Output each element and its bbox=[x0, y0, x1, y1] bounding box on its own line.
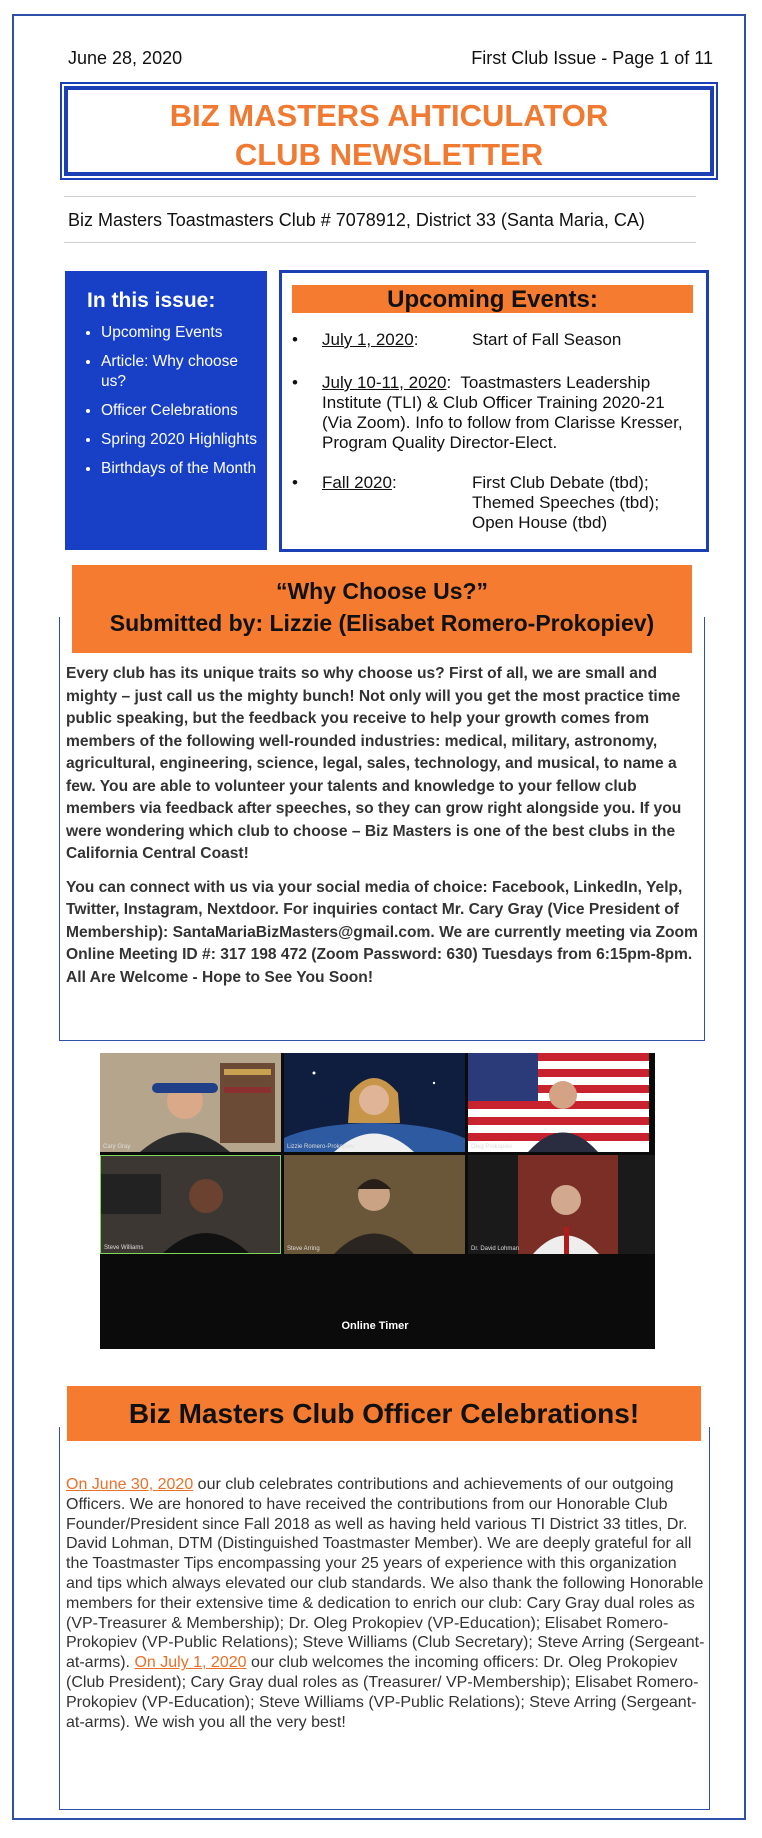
participant-name: Steve Williams bbox=[104, 1245, 144, 1251]
officer-celebrations-title: Biz Masters Club Officer Celebrations! bbox=[67, 1386, 701, 1441]
participant-name: Oleg Prokopiev bbox=[471, 1144, 513, 1150]
issue-page-info: First Club Issue - Page 1 of 11 bbox=[471, 48, 713, 68]
event-date: July 10-11, 2020 bbox=[322, 373, 447, 392]
video-tile bbox=[100, 1155, 281, 1254]
article-paragraph: You can connect with us via your social media of choice: Facebook, LinkedIn, Yelp, Twitter, Instagram, Nextdoor. For inquiries contact Mr. Cary Gray (Vice President of Membership): SantaMariaBizMasters@gmail.com. We are currently meeting via Zoom Online Meeting ID #: 317 198 472 (Zoom Password: 630) Tuesdays from 6:15pm-8pm. All Are Welcome - Hope to See You Soon! bbox=[66, 878, 698, 986]
person-image bbox=[101, 1156, 281, 1254]
article-paragraph: Every club has its unique traits so why choose us? First of all, we are small and mighty – just call us the mighty bunch! Not only will you get the most practice time public speaking, but the feedback you receive to help your growth comes from members of the following well-rounded industries: medical, military, astronomy, agricultural, engineering, science, legal, sales, technology, and musical, to name a few. You are able to volunteer your talents and knowledge to your fellow club members via feedback after speeches, so they can grow right alongside you. If you were wondering which club to choose – Biz Masters is one of the best clubs in the California Central Coast! bbox=[66, 665, 682, 862]
event-date: July 1, 2020 bbox=[322, 330, 414, 349]
table-of-contents bbox=[65, 271, 267, 550]
video-tile bbox=[100, 1053, 281, 1152]
toc-item[interactable]: • Article: Why choose us? bbox=[101, 352, 257, 392]
club-info: Biz Masters Toastmasters Club # 7078912, District 33 (Santa Maria, CA) bbox=[68, 210, 645, 230]
video-tile bbox=[284, 1053, 465, 1152]
bullet-icon: • bbox=[292, 373, 298, 392]
date-link[interactable]: On July 1, 2020 bbox=[134, 1654, 247, 1672]
officer-text: our club welcomes the incoming officers: Dr. Oleg Prokopiev (Club President); Cary Gray dual roles as (Treasurer/ VP-Membership); Elisabet Romero-Prokopiev (VP-Education); Steve Williams (VP-Public Relations); Steve Arring (Sergeant-at-arms). We wish you all the very best! bbox=[66, 1654, 699, 1731]
events-title: Upcoming Events: bbox=[292, 285, 693, 313]
zoom-meeting-screenshot bbox=[100, 1053, 655, 1349]
participant-name: Dr. David Lohman bbox=[471, 1246, 520, 1252]
event-description: Toastmasters Leadership Institute (TLI) & Club Officer Training 2020-21 (Via Zoom). Info to follow from Clarisse Kresser, Program Quality Director-Elect. bbox=[322, 373, 683, 452]
person-image bbox=[100, 1053, 281, 1152]
toc-item[interactable]: • Spring 2020 Highlights bbox=[101, 430, 257, 450]
video-tile bbox=[468, 1155, 655, 1254]
toc-list bbox=[87, 323, 257, 479]
article-byline: Submitted by: Lizzie (Elisabet Romero-Prokopiev) bbox=[109, 610, 655, 636]
toc-item[interactable]: • Upcoming Events bbox=[101, 323, 257, 343]
issue-date: June 28, 2020 bbox=[68, 48, 183, 68]
divider bbox=[64, 242, 696, 243]
person-image bbox=[284, 1155, 465, 1254]
video-tile bbox=[284, 1155, 465, 1254]
upcoming-events-box: Upcoming Events: • July 1, 2020: Start of Fall Season • July 10-11, 2020: Toastmasters Leadership Institute (TLI) & Club Officer Training 2020-21 (Via Zoom). Info to follow from Clarisse Kresser, Program Quality Director-Elect. • Fall 2020: First Club Debate (tbd); Themed Speeches (tbd); Open House (tbd) bbox=[279, 270, 709, 552]
event-description: First Club Debate (tbd); Themed Speeches (tbd); Open House (tbd) bbox=[472, 473, 660, 532]
online-timer-label: Online Timer bbox=[341, 1320, 409, 1332]
participant-name: Cary Gray bbox=[103, 1144, 131, 1150]
article-body bbox=[66, 663, 700, 1000]
person-image bbox=[284, 1053, 465, 1152]
event-date: Fall 2020 bbox=[322, 473, 392, 492]
bullet-icon: • bbox=[292, 473, 298, 492]
video-tile bbox=[468, 1053, 649, 1152]
event-description: Start of Fall Season bbox=[472, 330, 622, 349]
article-header bbox=[72, 565, 692, 653]
masthead-title-line2: CLUB NEWSLETTER bbox=[234, 137, 544, 172]
toc-item[interactable]: • Officer Celebrations bbox=[101, 401, 257, 421]
participant-name: Lizzie Romero-Prokopiev bbox=[287, 1144, 355, 1150]
participant-name: Steve Arring bbox=[287, 1246, 320, 1252]
divider bbox=[64, 196, 696, 197]
date-link[interactable]: On June 30, 2020 bbox=[66, 1476, 194, 1493]
bullet-icon: • bbox=[292, 330, 298, 349]
person-image bbox=[468, 1053, 649, 1152]
officer-celebrations-body bbox=[66, 1475, 706, 1732]
article-title: “Why Choose Us?” bbox=[275, 578, 489, 604]
newsletter-masthead bbox=[64, 86, 714, 176]
person-image bbox=[468, 1155, 655, 1254]
toc-heading: In this issue: bbox=[87, 289, 216, 312]
masthead-title-line1: BIZ MASTERS AHTICULATOR bbox=[169, 98, 609, 133]
officer-text: our club celebrates contributions and achievements of our outgoing Officers. We are honored to have received the contributions from our Honorable Club Founder/President since Fall 2018 as well as having held various TI District 33 titles, Dr. David Lohman, DTM (Distinguished Toastmaster Member). We are deeply grateful for all the Toastmaster Tips encompassing your 25 years of experience with this organization and tips which always elevated our club standards. We also thank the following Honorable members for their extensive time & dedication to enrich our club: Cary Gray dual roles as (VP-Treasurer & Membership); Dr. Oleg Prokopiev (VP-Education); Elisabet Romero-Prokopiev (VP-Public Relations); Steve Williams (Club Secretary); Steve Arring (Sergeant-at-arms). bbox=[66, 1476, 705, 1672]
toc-item[interactable]: • Birthdays of the Month bbox=[101, 459, 257, 479]
